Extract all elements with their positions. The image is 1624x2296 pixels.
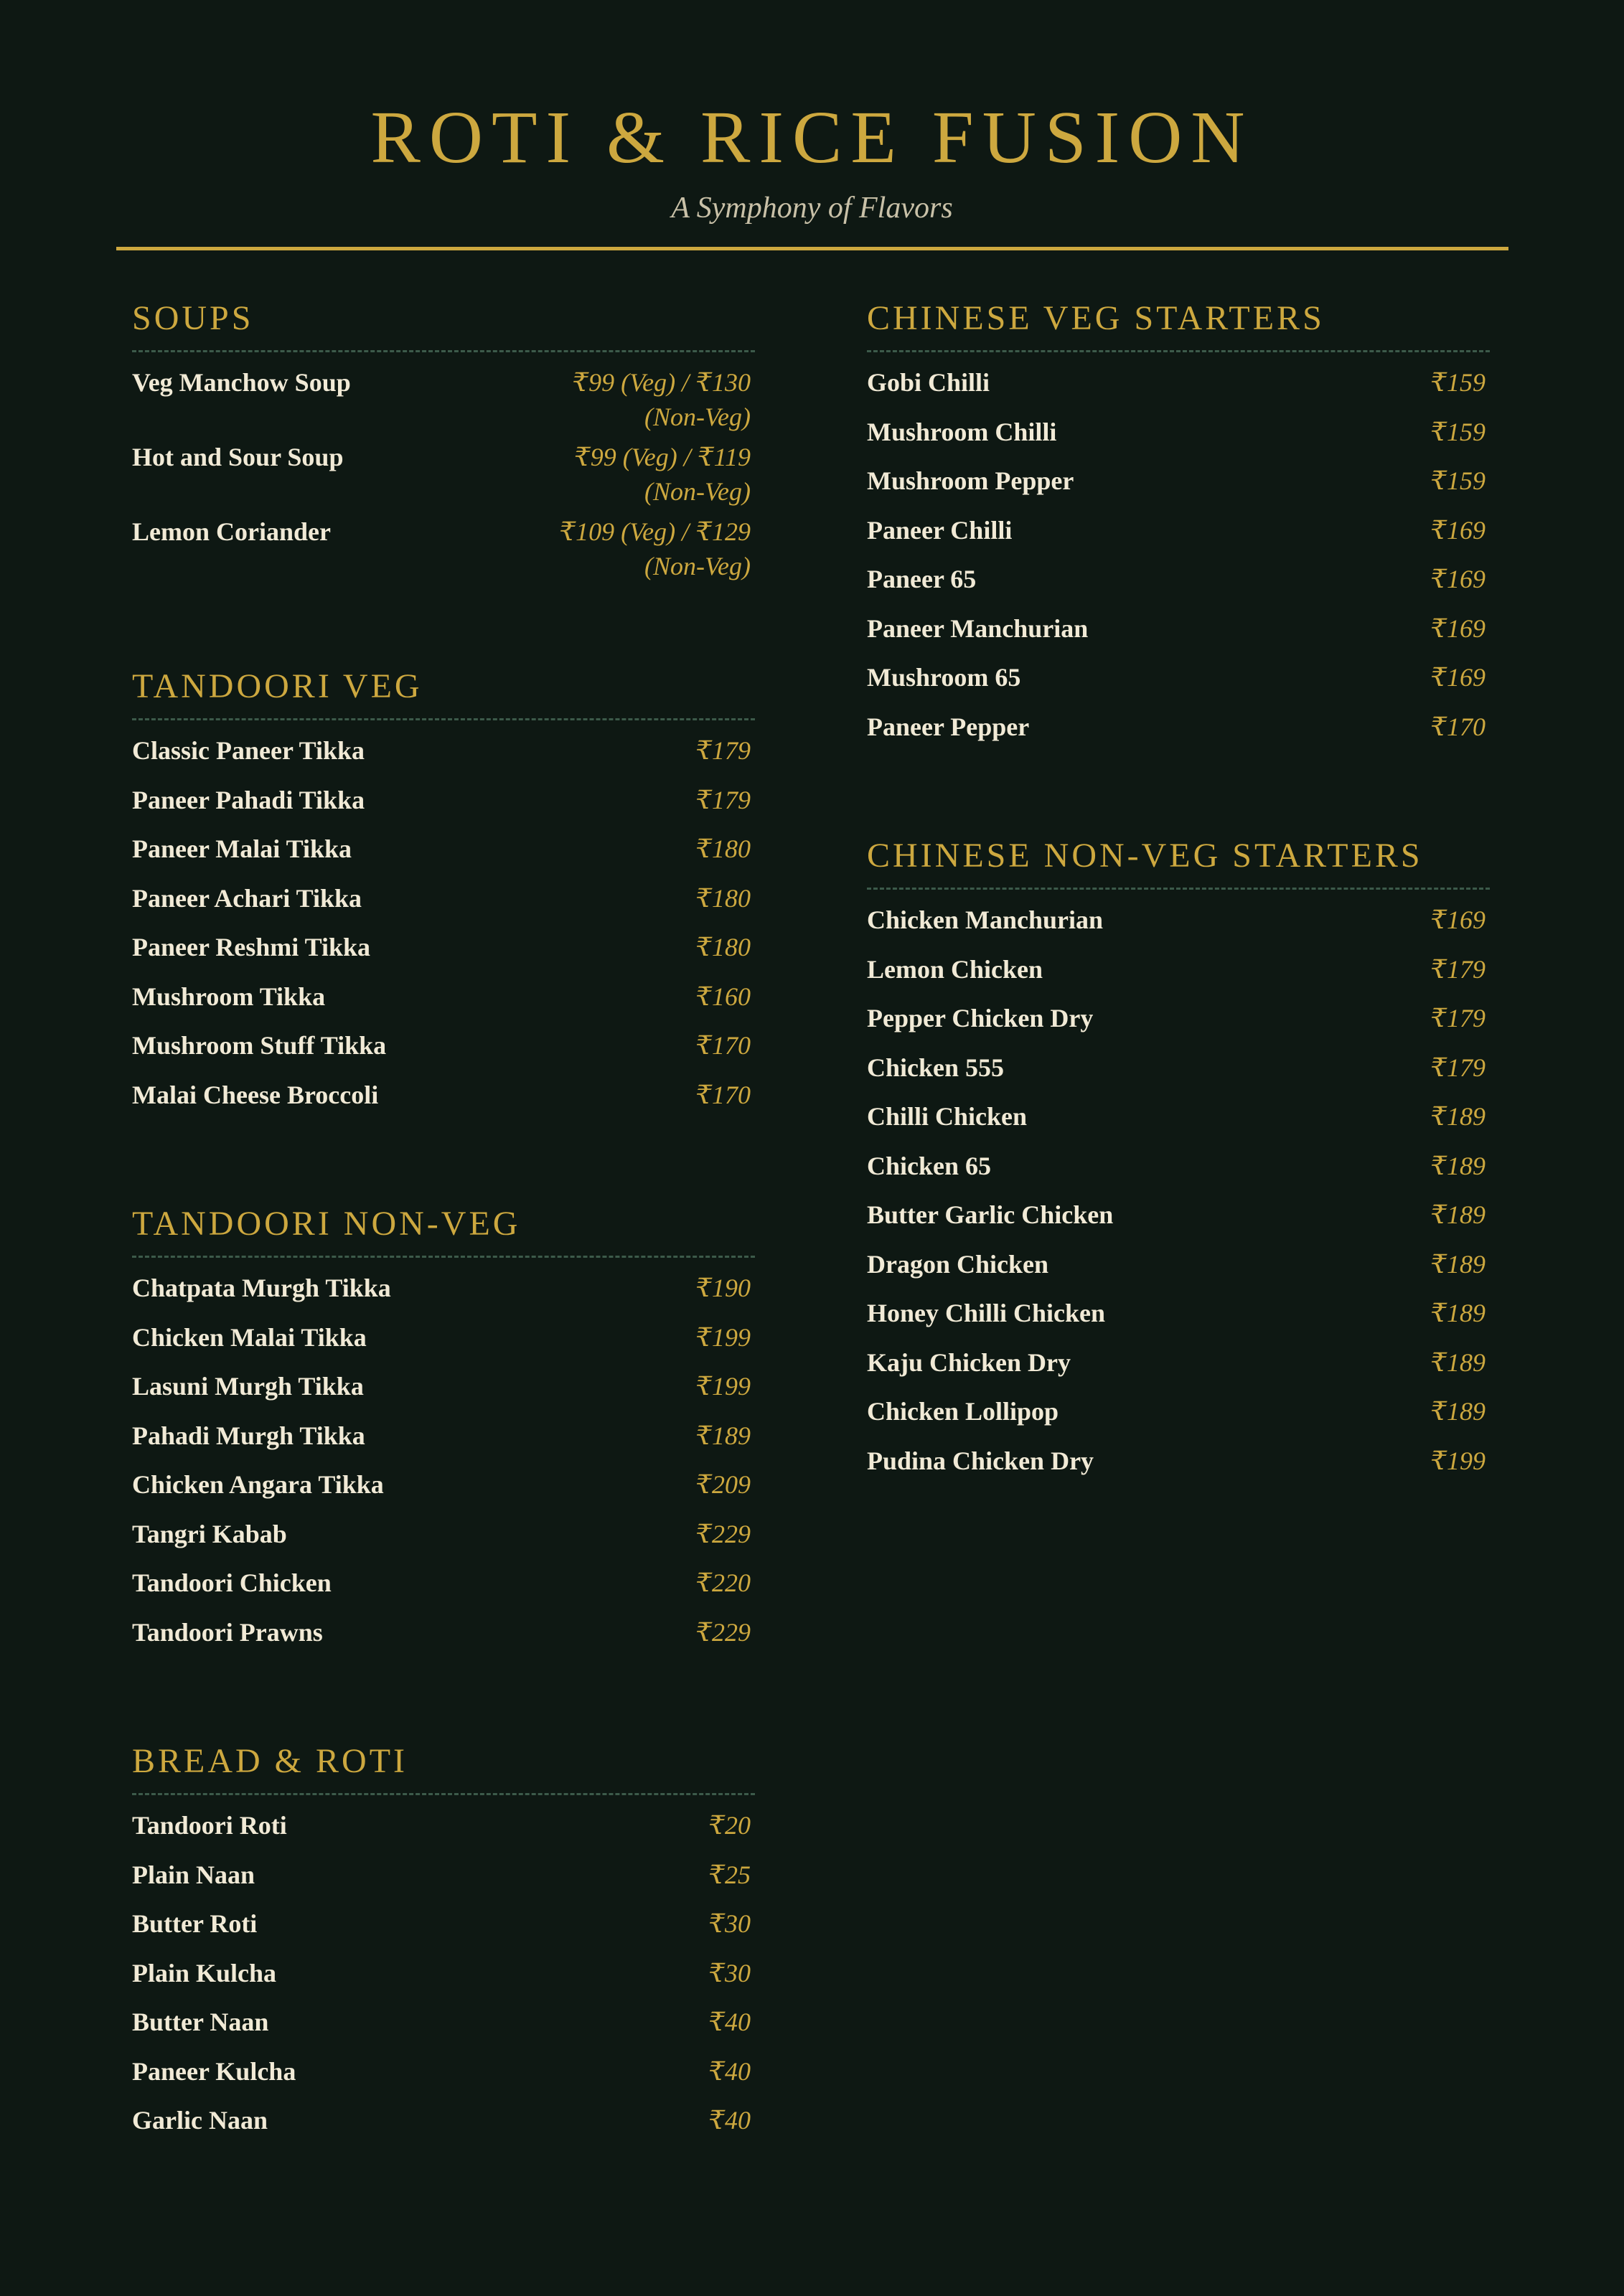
menu-item-price: ₹40 [708,2106,751,2135]
menu-item-name: Paneer 65 [867,565,977,593]
menu-item-name: Paneer Reshmi Tikka [132,933,371,961]
menu-item [132,1418,755,1468]
menu-item-list [132,1271,755,1664]
menu-item [867,1247,1490,1297]
menu-item-name: Chicken 65 [867,1151,992,1180]
menu-item [132,1808,755,1858]
menu-item-price: ₹159 [1430,368,1485,397]
section-title: TANDOORI NON-VEG [132,1201,755,1258]
menu-item-name: Veg Manchow Soup [132,368,351,397]
menu-item-name: Mushroom Stuff Tikka [132,1031,387,1060]
menu-item-name: Paneer Manchurian [867,613,1089,643]
section-bread-roti [132,1739,755,2152]
menu-item [132,365,755,440]
menu-column-right [867,296,1490,1567]
menu-item-list [132,1808,755,2152]
menu-item-price: ₹189 [1430,1347,1485,1377]
section-chinese-veg [867,296,1490,758]
menu-item-price: ₹179 [695,785,751,814]
menu-item-name: Chicken Angara Tikka [132,1470,384,1499]
menu-item-name: Lasuni Murgh Tikka [132,1372,364,1401]
section-title: CHINESE VEG STARTERS [867,296,1490,352]
menu-item-price: ₹189 [1430,1299,1485,1327]
menu-item-price: ₹189 [1430,1200,1485,1229]
menu-item-price: ₹179 [1430,1053,1485,1082]
menu-item [132,881,755,931]
menu-item-name: Mushroom Tikka [132,982,326,1011]
menu-item-price: ₹30 [708,1909,751,1938]
restaurant-title: ROTI & RICE FUSION [370,96,1254,179]
menu-item-price: ₹25 [708,1860,751,1889]
menu-item-name: Paneer Achari Tikka [132,883,362,913]
menu-item-price: ₹199 [1430,1446,1485,1475]
menu-item [132,1956,755,2005]
menu-item-name: Classic Paneer Tikka [132,736,365,765]
menu-item-price: ₹229 [695,1519,751,1548]
menu-item-list [867,903,1490,1492]
menu-item-price: ₹40 [708,2008,751,2036]
menu-item [132,1028,755,1078]
menu-item [867,1345,1490,1395]
menu-item-price: ₹179 [1430,954,1485,984]
menu-item-price: ₹159 [1430,466,1485,495]
menu-item-price: ₹189 [1430,1151,1485,1180]
menu-item-price: ₹220 [695,1568,751,1597]
header-divider [116,247,1508,250]
menu-item-name: Plain Kulcha [132,1958,277,1987]
menu-item [132,1369,755,1418]
menu-item [132,440,755,514]
restaurant-tagline: A Symphony of Flavors [671,192,953,225]
menu-item-price: ₹179 [1430,1004,1485,1032]
menu-item [132,783,755,832]
section-tandoori-veg [132,664,755,1126]
menu-item-name: Chicken Lollipop [867,1397,1059,1426]
menu-item-name: Chatpata Murgh Tikka [132,1274,391,1302]
menu-item-name: Lemon Coriander [132,517,331,546]
menu-item-price: ₹169 [1430,565,1485,593]
menu-item [867,562,1490,611]
menu-item-price: ₹170 [1430,712,1485,741]
menu-item-name: Chilli Chicken [867,1102,1028,1131]
menu-item [132,2103,755,2152]
menu-item-name: Pahadi Murgh Tikka [132,1421,365,1450]
menu-item-name: Tangri Kabab [132,1519,287,1548]
menu-item-name: Pudina Chicken Dry [867,1446,1094,1475]
menu-item [132,2005,755,2054]
menu-item [867,1198,1490,1247]
menu-item-name: Honey Chilli Chicken [867,1299,1106,1327]
menu-item-name: Paneer Pepper [867,712,1030,741]
menu-item-name: Butter Garlic Chicken [867,1200,1114,1229]
menu-item [132,1517,755,1566]
menu-item-name: Paneer Chilli [867,515,1013,545]
menu-item-price: ₹30 [708,1958,751,1987]
menu-item-price: ₹189 [1430,1249,1485,1279]
menu-item [132,1858,755,1907]
menu-item [867,464,1490,513]
menu-item [867,1394,1490,1444]
menu-item [867,1050,1490,1100]
menu-item-name: Paneer Malai Tikka [132,834,352,863]
menu-item-price: ₹170 [695,1031,751,1060]
menu-item-name: Chicken 555 [867,1053,1005,1082]
menu-item-price: ₹189 [1430,1397,1485,1426]
menu-item-name: Kaju Chicken Dry [867,1347,1071,1377]
menu-item [132,1271,755,1320]
menu-item [867,365,1490,415]
menu-item-list [132,733,755,1126]
menu-item [132,979,755,1029]
menu-item-price: ₹20 [708,1811,751,1840]
menu-item [867,1099,1490,1149]
menu-item-price: ₹159 [1430,417,1485,446]
menu-item-price: ₹109 (Veg) / ₹129 (Non-Veg) [559,517,751,580]
menu-item [132,1615,755,1665]
menu-item [867,903,1490,952]
menu-item-name: Paneer Pahadi Tikka [132,785,365,814]
menu-item-price: ₹199 [695,1322,751,1352]
menu-item-price: ₹99 (Veg) / ₹119 (Non-Veg) [573,443,751,506]
menu-column-left [132,296,755,2227]
menu-item-price: ₹169 [1430,515,1485,545]
menu-item-price: ₹160 [695,982,751,1011]
menu-item-price: ₹180 [695,883,751,913]
menu-item [132,1906,755,1956]
section-title: CHINESE NON-VEG STARTERS [867,833,1490,890]
menu-item-name: Pepper Chicken Dry [867,1004,1094,1032]
menu-item-price: ₹209 [695,1470,751,1499]
section-title: BREAD & ROTI [132,1739,755,1795]
menu-item-name: Paneer Kulcha [132,2056,296,2086]
menu-item [867,611,1490,661]
section-title: SOUPS [132,296,755,352]
menu-item-name: Butter Roti [132,1909,258,1938]
menu-item-name: Gobi Chilli [867,368,990,397]
menu-item-name: Tandoori Chicken [132,1568,332,1597]
menu-item-price: ₹170 [695,1080,751,1109]
menu-item [132,514,755,589]
menu-item-price: ₹199 [695,1372,751,1401]
menu-item-name: Mushroom Pepper [867,466,1074,495]
menu-item [867,1444,1490,1493]
menu-item [867,1149,1490,1198]
menu-item [867,415,1490,464]
section-title: TANDOORI VEG [132,664,755,720]
menu-item [867,952,1490,1002]
menu-item-price: ₹229 [695,1617,751,1647]
section-soups [132,296,755,589]
menu-item-name: Mushroom 65 [867,663,1021,692]
menu-item-price: ₹99 (Veg) / ₹130 (Non-Veg) [572,368,751,431]
section-tandoori-nonveg [132,1201,755,1664]
menu-item [867,1001,1490,1050]
menu-item-name: Chicken Manchurian [867,905,1104,934]
menu-item [132,1566,755,1615]
menu-item-name: Hot and Sour Soup [132,443,344,471]
menu-item-list [867,365,1490,758]
menu-item [132,733,755,783]
menu-item-price: ₹179 [695,736,751,765]
menu-item [132,832,755,881]
menu-item-name: Tandoori Roti [132,1811,287,1840]
menu-item-price: ₹189 [695,1421,751,1450]
menu-item-price: ₹169 [1430,663,1485,692]
menu-item-name: Mushroom Chilli [867,417,1057,446]
menu-item-price: ₹40 [708,2056,751,2086]
section-chinese-nonveg [867,833,1490,1492]
menu-item [867,710,1490,759]
menu-item [132,2054,755,2104]
menu-item-price: ₹190 [695,1274,751,1302]
menu-item [867,660,1490,710]
menu-item-name: Butter Naan [132,2008,269,2036]
menu-item-name: Chicken Malai Tikka [132,1322,367,1352]
menu-item [132,1467,755,1517]
menu-item-name: Garlic Naan [132,2106,268,2135]
menu-item-price: ₹180 [695,834,751,863]
menu-item-price: ₹169 [1430,613,1485,643]
menu-item-price: ₹180 [695,933,751,961]
menu-item-name: Malai Cheese Broccoli [132,1080,379,1109]
menu-item-name: Lemon Chicken [867,954,1043,984]
menu-item-name: Plain Naan [132,1860,255,1889]
menu-item [132,1078,755,1127]
menu-item-price: ₹189 [1430,1102,1485,1131]
menu-item [867,1296,1490,1345]
menu-item-price: ₹169 [1430,905,1485,934]
menu-item [867,513,1490,563]
menu-item-name: Tandoori Prawns [132,1617,323,1647]
menu-item [132,1320,755,1370]
menu-item [132,930,755,979]
menu-item-name: Dragon Chicken [867,1249,1049,1279]
menu-item-list [132,365,755,589]
